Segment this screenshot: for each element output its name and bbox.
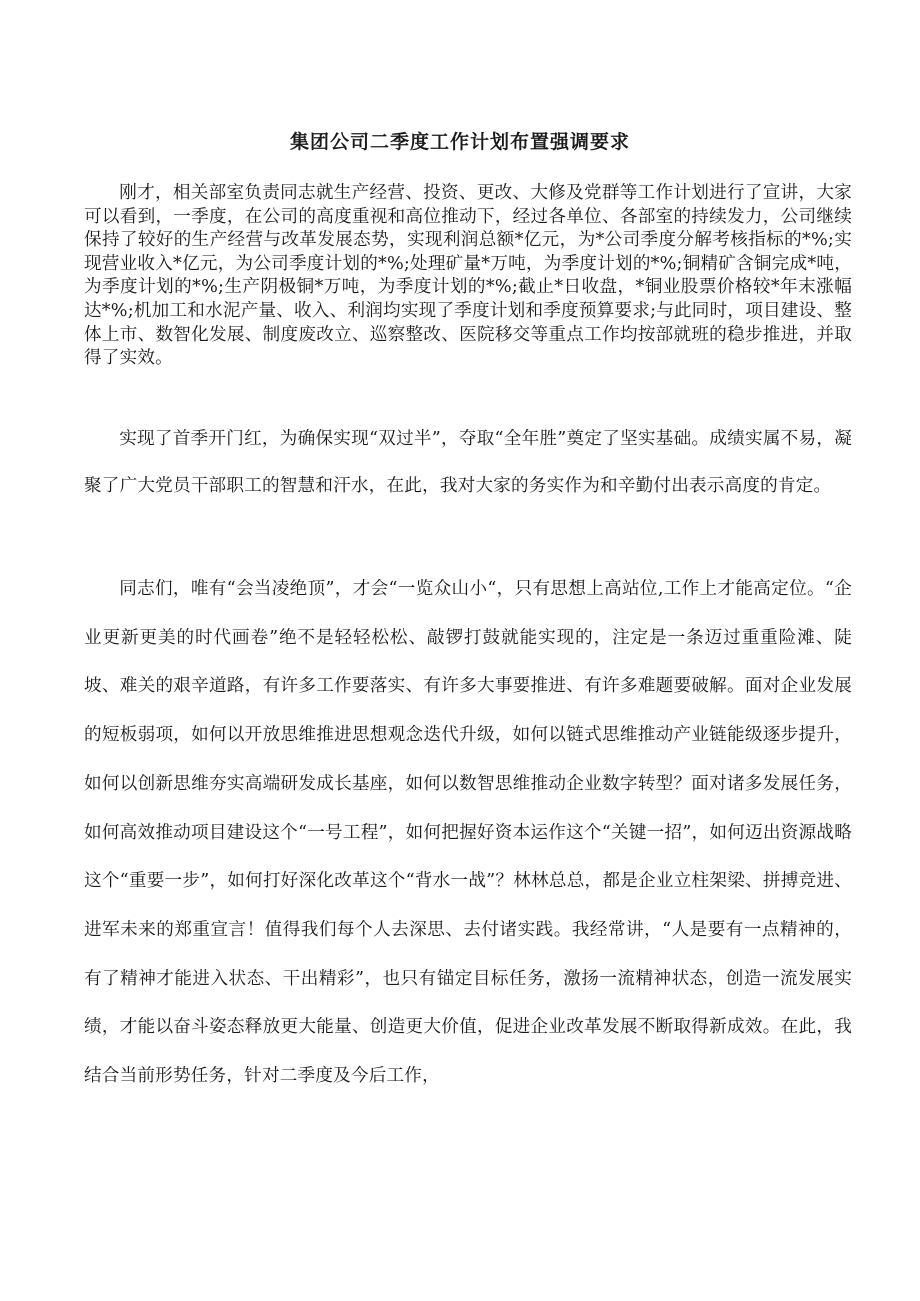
paragraph-challenges: 同志们，唯有“会当凌绝顶”，才会“一览众山小“，只有思想上高站位,工作上才能高定位。“企业更新更美的时代画卷”绝不是轻轻松松、敲锣打鼓就能实现的，注定是一条迈过重重险滩、陡坡、难关的艰辛道路，有许多工作要落实、有许多大事要推进、有许多难题要破解。面对企业发展的短板弱项，如何以开放思维推进思想观念迭代升级，如何以链式思维推动产业链能级逐步提升，如何以创新思维夯实高端研发成长基座，如何以数智思维推动企业数字转型？面对诸多发展任务，如何高效推动项目建设这个“一号工程”，如何把握好资本运作这个“关键一招”，如何迈出资源战略这个“重要一步”，如何打好深化改革这个“背水一战”？林林总总，都是企业立柱架梁、拼搏竞进、进军未来的郑重宣言！值得我们每个人去深思、去付诸实践。我经常讲，“人是要有一点精神的，有了精神才能进入状态、干出精彩”，也只有锚定目标任务，激扬一流精神状态，创造一流发展实绩，才能以奋斗姿态释放更大能量、创造更大价值，促进企业改革发展不断取得新成效。在此，我结合当前形势任务，针对二季度及今后工作， [84, 579, 852, 1087]
paragraph-affirmation: 实现了首季开门红，为确保实现“双过半”，夺取“全年胜”奠定了坚实基础。成绩实属不易，凝聚了广大党员干部职工的智慧和汗水，在此，我对大家的务实作为和辛勤付出表示高度的肯定。 [84, 429, 852, 496]
document-title: 集团公司二季度工作计划布置强调要求 [289, 131, 630, 153]
paragraph-review: 刚才，相关部室负责同志就生产经营、投资、更改、大修及党群等工作计划进行了宣讲，大家可以看到，一季度，在公司的高度重视和高位推动下，经过各单位、各部室的持续发力，公司继续保持了较好的生产经营与改革发展态势，实现利润总额*亿元，为*公司季度分解考核指标的*%;实现营业收入*亿元，为公司季度计划的*%;处理矿量*万吨，为季度计划的*%;铜精矿含铜完成*吨，为季度计划的*%;生产阴极铜*万吨，为季度计划的*%;截止*日收盘，*铜业股票价格较*年末涨幅达*%;机加工和水泥产量、收入、利润均实现了季度计划和季度预算要求;与此同时，项目建设、整体上市、数智化发展、制度废改立、巡察整改、医院移交等重点工作均按部就班的稳步推进，并取得了实效。 [84, 183, 852, 369]
